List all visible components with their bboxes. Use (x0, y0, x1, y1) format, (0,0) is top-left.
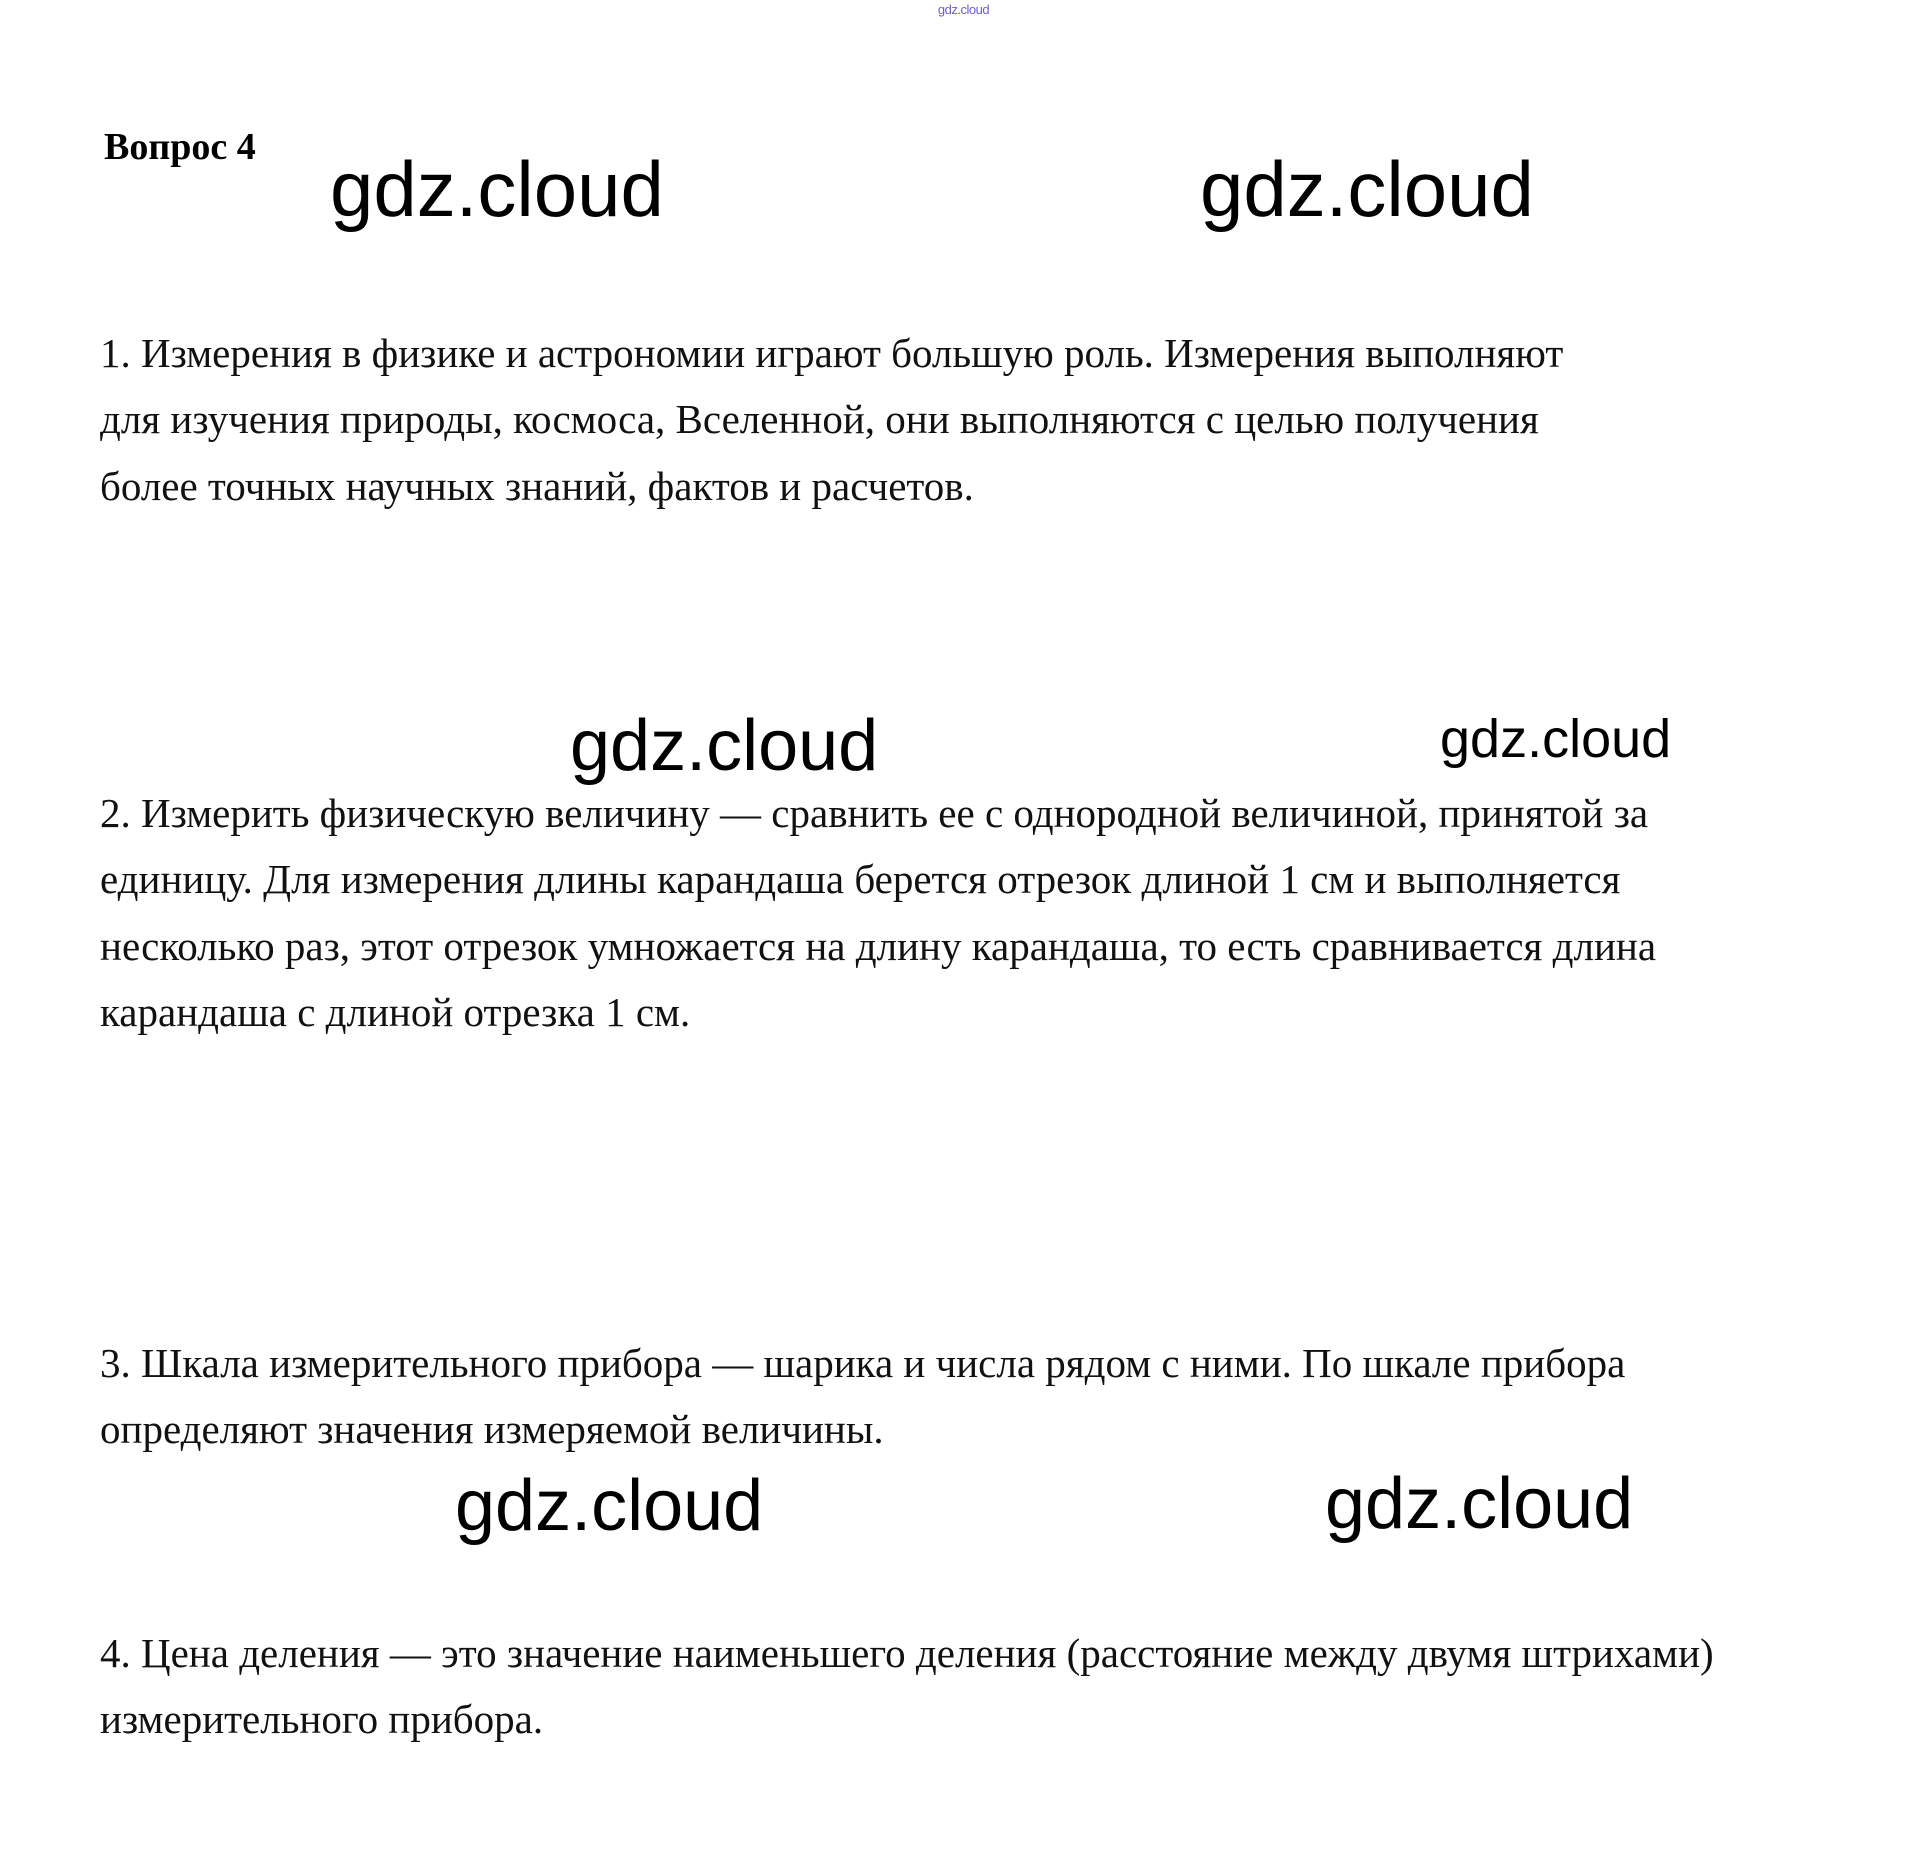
answer-paragraph-3: 3. Шкала измерительного прибора — шарика и числа рядом с ними. По шкале прибора определяют значения измеряемой величины. (100, 1340, 1626, 1453)
watermark-6: gdz.cloud (1325, 1464, 1634, 1544)
watermark-2: gdz.cloud (1200, 145, 1534, 233)
answer-paragraph-1: 1. Измерения в физике и астрономии играют большую роль. Измерения выполняют для изучения природы, космоса, Вселенной, они выполняются с целью получения более точных научных знаний, фактов и расчетов. (100, 330, 1564, 509)
page-title: Вопрос 4 (104, 126, 256, 168)
top-watermark: gdz.cloud (937, 2, 990, 17)
answer-paragraph-4: 4. Цена деления — это значение наименьшего деления (расстояние между двумя штрихами) измерительного прибора. (100, 1630, 1714, 1743)
watermark-4: gdz.cloud (1440, 709, 1672, 769)
watermark-5: gdz.cloud (455, 1466, 764, 1546)
watermark-1: gdz.cloud (330, 145, 664, 233)
answer-paragraph-2: 2. Измерить физическую величину — сравнить ее с однородной величиной, принятой за единицу. Для измерения длины карандаша берется отрезок длиной 1 см и выполняется несколько раз, этот отрезок умножается на длину карандаша, то есть сравнивается длина карандаша с длиной отрезка 1 см. (100, 790, 1657, 1036)
watermark-3: gdz.cloud (570, 706, 879, 786)
